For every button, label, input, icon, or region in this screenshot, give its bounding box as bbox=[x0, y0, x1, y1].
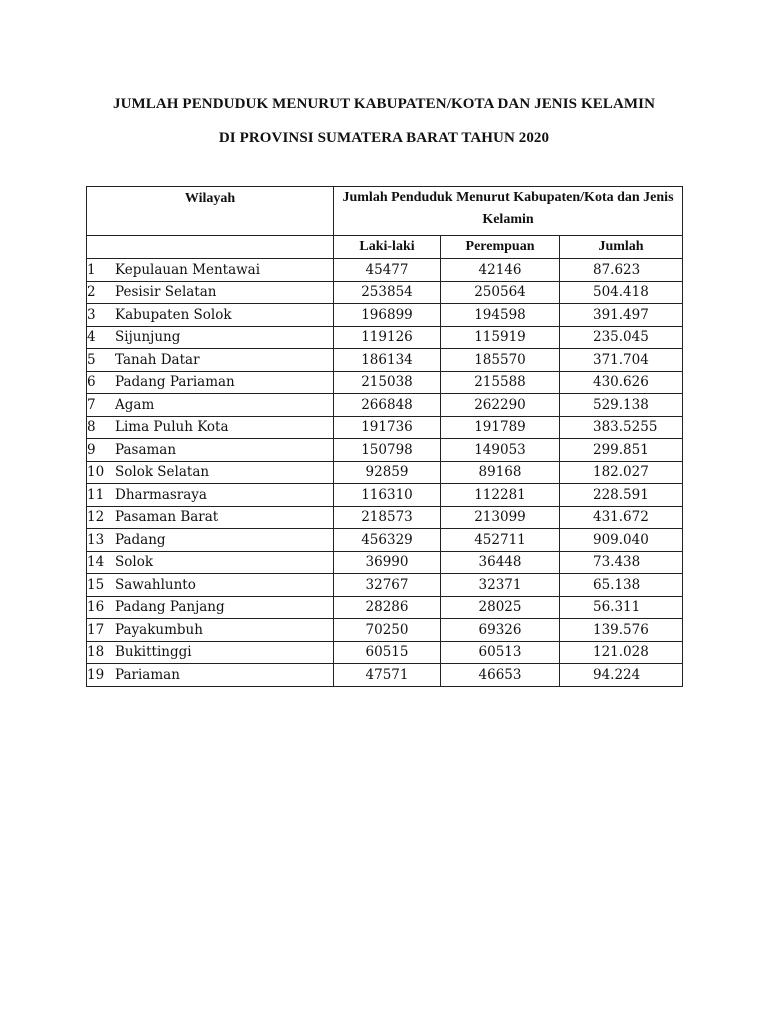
cell-laki-laki: 119126 bbox=[334, 326, 441, 349]
cell-wilayah bbox=[87, 259, 334, 282]
cell-laki-laki: 191736 bbox=[334, 416, 441, 439]
cell-jumlah: 121.028 bbox=[560, 641, 683, 664]
cell-laki-laki: 32767 bbox=[334, 574, 441, 597]
cell-wilayah bbox=[87, 394, 334, 417]
row-number: 17 bbox=[87, 621, 105, 638]
cell-wilayah bbox=[87, 281, 334, 304]
region-name: Pesisir Selatan bbox=[115, 284, 217, 301]
row-number: 4 bbox=[87, 329, 96, 346]
cell-wilayah bbox=[87, 529, 334, 552]
cell-perempuan: 194598 bbox=[441, 304, 560, 327]
row-number: 11 bbox=[87, 486, 105, 503]
row-number: 7 bbox=[87, 396, 96, 413]
cell-laki-laki: 218573 bbox=[334, 506, 441, 529]
cell-perempuan: 185570 bbox=[441, 349, 560, 372]
cell-jumlah: 909.040 bbox=[560, 529, 683, 552]
cell-perempuan: 60513 bbox=[441, 641, 560, 664]
cell-wilayah bbox=[87, 371, 334, 394]
cell-perempuan: 89168 bbox=[441, 461, 560, 484]
table-row bbox=[87, 641, 683, 664]
table-row bbox=[87, 551, 683, 574]
cell-jumlah: 56.311 bbox=[560, 596, 683, 619]
header-blank bbox=[87, 236, 334, 259]
cell-jumlah: 65.138 bbox=[560, 574, 683, 597]
table-row bbox=[87, 326, 683, 349]
cell-laki-laki: 47571 bbox=[334, 664, 441, 687]
region-name: Agam bbox=[115, 396, 155, 413]
cell-perempuan: 149053 bbox=[441, 439, 560, 462]
cell-wilayah bbox=[87, 641, 334, 664]
header-wilayah: Wilayah bbox=[87, 187, 334, 236]
cell-laki-laki: 36990 bbox=[334, 551, 441, 574]
region-name: Payakumbuh bbox=[115, 621, 203, 638]
document-title-line-2: DI PROVINSI SUMATERA BARAT TAHUN 2020 bbox=[218, 130, 550, 146]
cell-perempuan: 452711 bbox=[441, 529, 560, 552]
region-name: Bukittinggi bbox=[115, 644, 192, 661]
region-name: Pasaman bbox=[115, 441, 177, 458]
table-row bbox=[87, 574, 683, 597]
region-name: Pasaman Barat bbox=[115, 509, 219, 526]
cell-jumlah: 431.672 bbox=[560, 506, 683, 529]
cell-perempuan: 250564 bbox=[441, 281, 560, 304]
cell-jumlah: 299.851 bbox=[560, 439, 683, 462]
region-name: Sawahlunto bbox=[115, 576, 196, 593]
cell-jumlah: 430.626 bbox=[560, 371, 683, 394]
cell-jumlah: 504.418 bbox=[560, 281, 683, 304]
cell-wilayah bbox=[87, 596, 334, 619]
row-number: 8 bbox=[87, 419, 96, 436]
cell-perempuan: 191789 bbox=[441, 416, 560, 439]
cell-wilayah bbox=[87, 461, 334, 484]
cell-perempuan: 36448 bbox=[441, 551, 560, 574]
cell-laki-laki: 266848 bbox=[334, 394, 441, 417]
row-number: 18 bbox=[87, 644, 105, 661]
table-row bbox=[87, 259, 683, 282]
region-name: Tanah Datar bbox=[115, 351, 200, 368]
header-laki-laki: Laki-laki bbox=[334, 236, 441, 259]
cell-perempuan: 28025 bbox=[441, 596, 560, 619]
cell-perempuan: 262290 bbox=[441, 394, 560, 417]
cell-wilayah bbox=[87, 551, 334, 574]
row-number: 12 bbox=[87, 509, 105, 526]
cell-laki-laki: 116310 bbox=[334, 484, 441, 507]
table-row bbox=[87, 394, 683, 417]
cell-wilayah bbox=[87, 416, 334, 439]
region-name: Kepulauan Mentawai bbox=[115, 261, 261, 278]
cell-wilayah bbox=[87, 484, 334, 507]
row-number: 2 bbox=[87, 284, 96, 301]
region-name: Pariaman bbox=[115, 666, 180, 683]
header-jumlah: Jumlah bbox=[560, 236, 683, 259]
table-row bbox=[87, 596, 683, 619]
table-row bbox=[87, 664, 683, 687]
row-number: 1 bbox=[87, 261, 96, 278]
region-name: Padang bbox=[115, 531, 166, 548]
cell-jumlah: 235.045 bbox=[560, 326, 683, 349]
cell-laki-laki: 45477 bbox=[334, 259, 441, 282]
cell-jumlah: 529.138 bbox=[560, 394, 683, 417]
cell-laki-laki: 60515 bbox=[334, 641, 441, 664]
cell-jumlah: 73.438 bbox=[560, 551, 683, 574]
cell-jumlah: 228.591 bbox=[560, 484, 683, 507]
cell-wilayah bbox=[87, 304, 334, 327]
region-name: Sijunjung bbox=[115, 329, 181, 346]
cell-laki-laki: 196899 bbox=[334, 304, 441, 327]
cell-jumlah: 94.224 bbox=[560, 664, 683, 687]
region-name: Solok bbox=[115, 554, 154, 571]
cell-jumlah: 87.623 bbox=[560, 259, 683, 282]
cell-jumlah: 371.704 bbox=[560, 349, 683, 372]
cell-wilayah bbox=[87, 619, 334, 642]
region-name: Padang Pariaman bbox=[115, 374, 235, 391]
cell-perempuan: 215588 bbox=[441, 371, 560, 394]
region-name: Lima Puluh Kota bbox=[115, 419, 229, 436]
cell-laki-laki: 215038 bbox=[334, 371, 441, 394]
table-row bbox=[87, 281, 683, 304]
table-row bbox=[87, 349, 683, 372]
region-name: Padang Panjang bbox=[115, 599, 225, 616]
row-number: 5 bbox=[87, 351, 96, 368]
region-name: Kabupaten Solok bbox=[115, 306, 232, 323]
table-row bbox=[87, 529, 683, 552]
cell-perempuan: 69326 bbox=[441, 619, 560, 642]
cell-jumlah: 383.5255 bbox=[560, 416, 683, 439]
cell-laki-laki: 150798 bbox=[334, 439, 441, 462]
cell-jumlah: 139.576 bbox=[560, 619, 683, 642]
cell-perempuan: 32371 bbox=[441, 574, 560, 597]
cell-perempuan: 42146 bbox=[441, 259, 560, 282]
cell-wilayah bbox=[87, 349, 334, 372]
table-row bbox=[87, 619, 683, 642]
table-row bbox=[87, 461, 683, 484]
cell-jumlah: 391.497 bbox=[560, 304, 683, 327]
row-number: 6 bbox=[87, 374, 96, 391]
table-row bbox=[87, 439, 683, 462]
row-number: 9 bbox=[87, 441, 96, 458]
table-row bbox=[87, 304, 683, 327]
population-table bbox=[86, 186, 683, 687]
table-row bbox=[87, 506, 683, 529]
cell-wilayah bbox=[87, 326, 334, 349]
region-name: Dharmasraya bbox=[115, 486, 207, 503]
cell-wilayah bbox=[87, 664, 334, 687]
header-group-jumlah-penduduk: Jumlah Penduduk Menurut Kabupaten/Kota dan Jenis Kelamin bbox=[334, 187, 683, 236]
cell-laki-laki: 456329 bbox=[334, 529, 441, 552]
cell-perempuan: 213099 bbox=[441, 506, 560, 529]
row-number: 3 bbox=[87, 306, 96, 323]
document-title-line-1: JUMLAH PENDUDUK MENURUT KABUPATEN/KOTA DAN JENIS KELAMIN bbox=[112, 96, 656, 112]
header-perempuan: Perempuan bbox=[441, 236, 560, 259]
row-number: 19 bbox=[87, 666, 105, 683]
table-body bbox=[87, 259, 683, 687]
row-number: 10 bbox=[87, 464, 105, 481]
cell-laki-laki: 92859 bbox=[334, 461, 441, 484]
cell-laki-laki: 186134 bbox=[334, 349, 441, 372]
table-row bbox=[87, 484, 683, 507]
cell-perempuan: 112281 bbox=[441, 484, 560, 507]
row-number: 13 bbox=[87, 531, 105, 548]
cell-wilayah bbox=[87, 506, 334, 529]
cell-wilayah bbox=[87, 439, 334, 462]
cell-laki-laki: 70250 bbox=[334, 619, 441, 642]
cell-wilayah bbox=[87, 574, 334, 597]
row-number: 15 bbox=[87, 576, 105, 593]
cell-jumlah: 182.027 bbox=[560, 461, 683, 484]
cell-laki-laki: 253854 bbox=[334, 281, 441, 304]
table-row bbox=[87, 416, 683, 439]
cell-laki-laki: 28286 bbox=[334, 596, 441, 619]
row-number: 16 bbox=[87, 599, 105, 616]
region-name: Solok Selatan bbox=[115, 464, 210, 481]
cell-perempuan: 46653 bbox=[441, 664, 560, 687]
cell-perempuan: 115919 bbox=[441, 326, 560, 349]
row-number: 14 bbox=[87, 554, 105, 571]
table-row bbox=[87, 371, 683, 394]
